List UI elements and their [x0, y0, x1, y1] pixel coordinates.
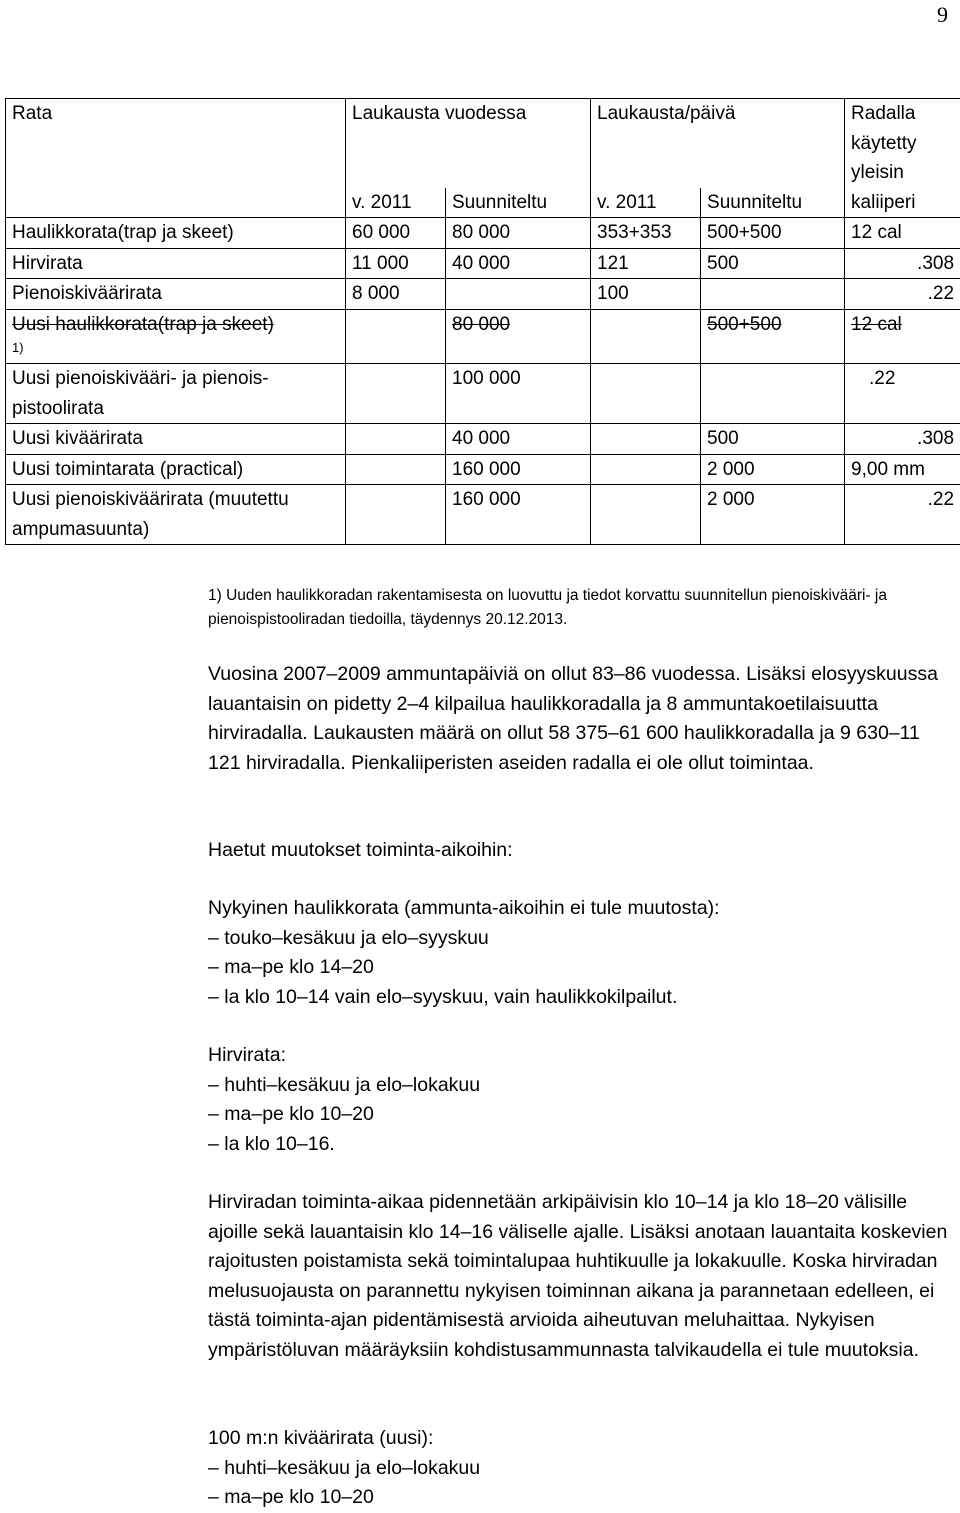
header-laukausta-vuodessa: Laukausta vuodessa	[346, 99, 591, 188]
header-kaliiperi	[845, 99, 960, 218]
row-y2011	[346, 454, 446, 485]
list-item: – touko–kesäkuu ja elo–syyskuu	[208, 924, 948, 954]
row-y2011	[346, 485, 446, 545]
row-y2011	[346, 309, 446, 364]
row-dplan: 2 000	[701, 485, 845, 545]
table-row	[6, 218, 960, 249]
list-item: – la klo 10–14 vain elo–syyskuu, vain haulikkokilpailut.	[208, 983, 948, 1013]
row-yplan: 100 000	[446, 364, 591, 424]
table-row	[6, 485, 960, 545]
table-row	[6, 248, 960, 279]
row-yplan	[446, 279, 591, 310]
row-y2011: 60 000	[346, 218, 446, 249]
list-item: – ma–pe klo 14–20	[208, 953, 948, 983]
list-item: – la klo 10–16.	[208, 1130, 948, 1160]
row-name: Uusi toimintarata (practical)	[6, 454, 346, 485]
changes-heading: Haetut muutokset toiminta-aikoihin:	[208, 836, 948, 866]
header-laukausta-paiva: Laukausta/päivä	[591, 99, 845, 188]
row-cal: .22	[845, 279, 960, 310]
row-yplan	[446, 309, 591, 364]
row-d2011	[591, 454, 701, 485]
row-cal: .22	[845, 485, 960, 545]
page-number: 9	[908, 2, 948, 28]
subheader-suunniteltu: Suunniteltu	[446, 188, 591, 218]
row-d2011: 100	[591, 279, 701, 310]
paragraph-text: Vuosina 2007–2009 ammuntapäiviä on ollut 83–86 vuodessa. Lisäksi elosyyskuussa lauantaisin on pidetty 2–4 kilpailua haulikkoradalla ja 8 ammuntakoetilaisuutta hirviradalla. Laukausten määrä on ollut 58 375–61 600 haulikkoradalla ja 9 630–11 121 hirviradalla. Pienkaliiperisten aseiden radalla ei ole ollut toimintaa.	[208, 660, 948, 778]
row-name: Pienoiskiväärirata	[6, 279, 346, 310]
section-title: Nykyinen haulikkorata (ammunta-aikoihin ei tule muutosta):	[208, 894, 948, 924]
header-rata: Rata	[6, 99, 346, 188]
shooting-range-table	[5, 98, 960, 545]
row-name: Uusi kiväärirata	[6, 424, 346, 455]
table-row	[6, 424, 960, 455]
subheader-v2011: v. 2011	[591, 188, 701, 218]
list-item: – ma–pe klo 10–20	[208, 1100, 948, 1130]
row-dplan: 500+500	[701, 218, 845, 249]
section-title: Hirvirata:	[208, 1041, 948, 1071]
table-row	[6, 279, 960, 310]
row-dplan: 2 000	[701, 454, 845, 485]
row-cal: 9,00 mm	[845, 454, 960, 485]
row-cal	[845, 309, 960, 364]
list-item: – huhti–kesäkuu ja elo–lokakuu	[208, 1454, 948, 1484]
row-dplan	[701, 309, 845, 364]
subheader-suunniteltu: Suunniteltu	[701, 188, 845, 218]
table-row	[6, 309, 960, 364]
paragraph-history	[208, 660, 948, 778]
row-d2011	[591, 364, 701, 424]
row-name: Uusi pienoiskiväärirata (muutettu ampumasuunta)	[6, 485, 346, 545]
row-name-text: Uusi haulikkorata(trap ja skeet)	[12, 314, 274, 335]
row-d2011: 121	[591, 248, 701, 279]
row-y2011: 8 000	[346, 279, 446, 310]
row-cal: .22	[845, 364, 960, 424]
row-cal: 12 cal	[845, 218, 960, 249]
table-footnote: 1) Uuden haulikkoradan rakentamisesta on luovuttu ja tiedot korvattu suunnitellun pienoiskivääri- ja pienoispistooliradan tiedoilla, täydennys 20.12.2013.	[12, 584, 948, 632]
table-row	[6, 364, 960, 424]
row-yplan-text: 80 000	[452, 314, 510, 335]
section-title: 100 m:n kiväärirata (uusi):	[208, 1424, 948, 1454]
row-dplan: 500	[701, 424, 845, 455]
subheader-v2011: v. 2011	[346, 188, 446, 218]
row-name	[6, 309, 346, 364]
row-name: Haulikkorata(trap ja skeet)	[6, 218, 346, 249]
table-header-row	[6, 99, 960, 188]
row-yplan: 40 000	[446, 248, 591, 279]
table-subheader-row	[6, 188, 960, 218]
table-row	[6, 454, 960, 485]
row-name: Hirvirata	[6, 248, 346, 279]
row-dplan: 500	[701, 248, 845, 279]
section-kivaarirata	[208, 1424, 948, 1513]
row-yplan: 160 000	[446, 485, 591, 545]
paragraph-hirvirata-changes	[208, 1188, 948, 1365]
subheader-blank	[6, 188, 346, 218]
header-kaliiperi-line: Radalla	[851, 99, 954, 129]
row-d2011: 353+353	[591, 218, 701, 249]
row-d2011	[591, 309, 701, 364]
row-y2011	[346, 364, 446, 424]
header-kaliiperi-line: yleisin	[851, 158, 954, 188]
row-yplan: 80 000	[446, 218, 591, 249]
list-item: – ma–pe klo 10–20	[208, 1483, 948, 1513]
paragraph-text: Hirviradan toiminta-aikaa pidennetään arkipäivisin klo 10–14 ja klo 18–20 välisille ajoille sekä lauantaisin klo 14–16 väliselle ajalle. Lisäksi anotaan lauantaita koskevien rajoitusten poistamista sekä toimintalupaa huhtikuulle ja lokakuulle. Koska hirviradan melusuojausta on parannettu nykyisen toiminnan aikana ja parannetaan edelleen, ei tästä toiminta-ajan pidentämisestä arvioida aiheutuvan meluhaittaa. Nykyisen ympäristöluvan määräyksiin kohdistusammunnasta talvikaudella ei tule muutoksia.	[208, 1188, 948, 1365]
row-footnote-ref: 1)	[12, 339, 339, 363]
row-name: Uusi pienoiskivääri- ja pienoispistoolirata	[6, 364, 346, 424]
row-dplan	[701, 279, 845, 310]
row-dplan	[701, 364, 845, 424]
row-y2011: 11 000	[346, 248, 446, 279]
row-d2011	[591, 424, 701, 455]
row-d2011	[591, 485, 701, 545]
row-yplan: 40 000	[446, 424, 591, 455]
row-cal: .308	[845, 424, 960, 455]
list-item: – huhti–kesäkuu ja elo–lokakuu	[208, 1071, 948, 1101]
row-cal: .308	[845, 248, 960, 279]
section-haulikkorata	[208, 894, 948, 1012]
row-yplan: 160 000	[446, 454, 591, 485]
header-kaliiperi-line: käytetty	[851, 129, 954, 159]
row-dplan-text: 500+500	[707, 314, 782, 335]
row-y2011	[346, 424, 446, 455]
row-cal-text: 12 cal	[851, 314, 902, 335]
section-hirvirata	[208, 1041, 948, 1159]
header-kaliiperi-line: kaliiperi	[851, 188, 954, 218]
